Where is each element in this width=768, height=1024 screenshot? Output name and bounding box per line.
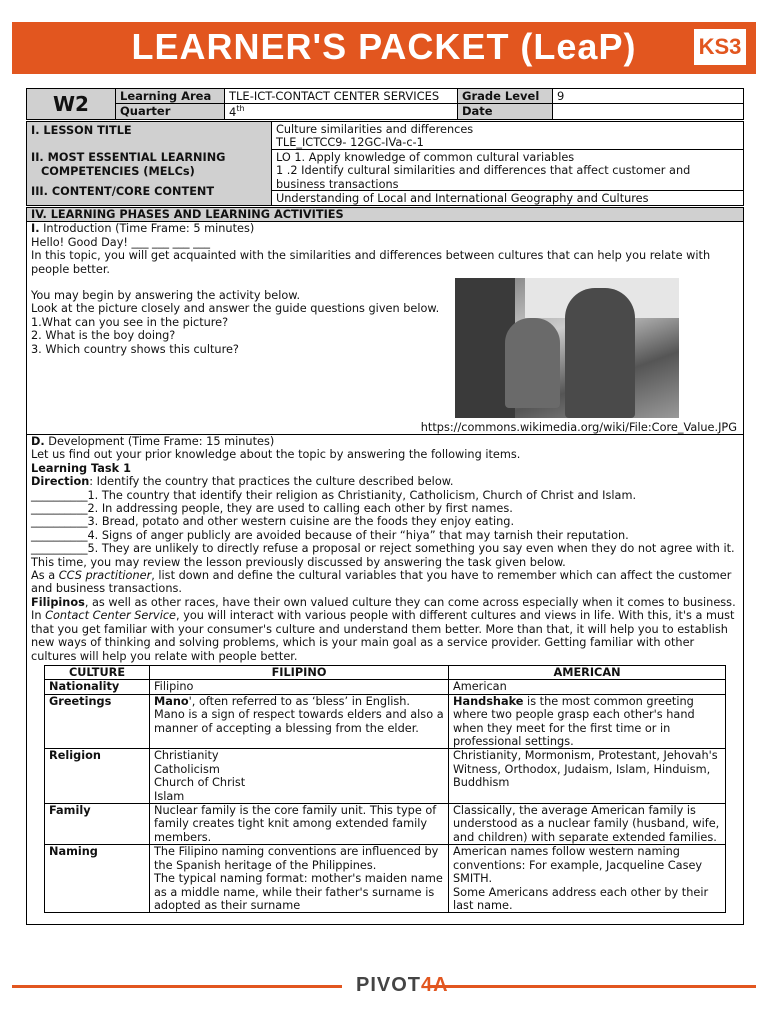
date-value bbox=[553, 104, 744, 120]
filipinos-paragraph: Filipinos, as well as other races, have their own valued culture they can come across especially when it comes to business. In Contact Center Service, you will interact with various people with different cultures and views in life. With this, it's a must that you get familiar with your consumer's culture and understand them better. More than that, it will help you to establish new ways of thinking and solving problems, which is your main goal as a service provider. Getting familiar with other cultures will help you relate with people better. bbox=[31, 595, 736, 663]
task-item: __________3. Bread, potato and other western cuisine are the foods they enjoy eating. bbox=[31, 515, 515, 529]
quarter-label: Quarter bbox=[116, 104, 225, 120]
review-line: This time, you may review the lesson previously discussed by answering the task given below. bbox=[31, 555, 566, 569]
melc-cell bbox=[271, 150, 743, 191]
learning-area-label: Learning Area bbox=[116, 89, 225, 104]
table-header-row bbox=[45, 666, 726, 680]
learning-area-value: TLE-ICT-CONTACT CENTER SERVICES bbox=[225, 89, 458, 104]
row-key: Religion bbox=[45, 749, 150, 804]
intro-line: Look at the picture closely and answer the guide questions given below. bbox=[31, 302, 440, 316]
date-label: Date bbox=[458, 104, 553, 120]
banner-title: LEARNER'S PACKET (LeaP) bbox=[131, 26, 637, 67]
content-cell bbox=[271, 191, 743, 206]
intro-line: You may begin by answering the activity below. bbox=[31, 289, 301, 303]
intro-line: In this topic, you will get acquainted with the similarities and differences between cultures that can help you relate with people better. bbox=[31, 249, 711, 276]
filipino-cell: Mano', often referred to as ‘bless’ in English. Mano is a sign of respect towards elders and also a manner of accepting a blessing from the elder. bbox=[150, 694, 449, 749]
american-cell: Christianity, Mormonism, Protestant, Jehovah's Witness, Orthodox, Judaism, Islam, Hinduism, Buddhism bbox=[449, 749, 726, 804]
american-cell: American names follow western naming conventions: For example, Jacqueline Casey SMITH. Some Americans address each other by their last name. bbox=[449, 845, 726, 913]
filipino-cell: The Filipino naming conventions are influenced by the Spanish heritage of the Philippines. The typical naming format: mother's maiden name as a middle name, while their father's surname is adopted as their surname bbox=[150, 845, 449, 913]
row-key: Naming bbox=[45, 845, 150, 913]
header-table bbox=[26, 88, 744, 120]
task-title: Learning Task 1 bbox=[31, 461, 131, 475]
american-cell: Handshake is the most common greeting where two people grasp each other's hand when they meet for the first time or in professional settings. bbox=[449, 694, 726, 749]
leap-banner bbox=[12, 22, 756, 74]
col-header-filipino: FILIPINO bbox=[150, 666, 449, 680]
filipino-cell: Filipino bbox=[150, 680, 449, 694]
task-item: __________2. In addressing people, they are used to calling each other by first names. bbox=[31, 502, 513, 516]
melc-label-2: COMPETENCIES (MELCs) bbox=[41, 164, 195, 178]
lesson-title: Culture similarities and differences bbox=[276, 123, 474, 136]
melc-1: LO 1. Apply knowledge of common cultural variables bbox=[276, 151, 575, 164]
table-row bbox=[45, 749, 726, 804]
photo-credit[interactable]: https://commons.wikimedia.org/wiki/File:Core_Value.JPG bbox=[420, 420, 737, 434]
melc-label: II. MOST ESSENTIAL LEARNING bbox=[31, 151, 226, 165]
lesson-title-label: I. LESSON TITLE bbox=[31, 124, 132, 137]
dev-line: Let us find out your prior knowledge about the topic by answering the following items. bbox=[31, 448, 521, 462]
pivot-logo: PIVOT4A bbox=[356, 974, 449, 996]
table-row bbox=[45, 680, 726, 694]
ccs-paragraph: As a CCS practitioner, list down and define the cultural variables that you have to remember which can affect the customer and business transactions. bbox=[31, 569, 732, 596]
melc-2: 1 .2 Identify cultural similarities and differences that affect customer and business transactions bbox=[276, 164, 691, 191]
task-item: __________4. Signs of anger publicly are avoided because of their “hiya” that may tarnish their reputation. bbox=[31, 528, 629, 542]
row-key: Greetings bbox=[45, 694, 150, 749]
filipino-cell: Christianity Catholicism Church of Christ Islam bbox=[150, 749, 449, 804]
photo-boy-figure bbox=[505, 318, 560, 408]
row-key: Nationality bbox=[45, 680, 150, 694]
dev-title: D. Development (Time Frame: 15 minutes) bbox=[31, 435, 275, 448]
guide-question: 2. What is the boy doing? bbox=[31, 329, 176, 343]
photo-elder-figure bbox=[565, 288, 635, 418]
col-header-american: AMERICAN bbox=[449, 666, 726, 680]
phases-heading: IV. LEARNING PHASES AND LEARNING ACTIVITIES bbox=[27, 208, 743, 222]
lesson-code: TLE_ICTCC9- 12GC-IVa-c-1 bbox=[276, 136, 424, 150]
week-label: W2 bbox=[27, 89, 116, 120]
footer-line-right bbox=[430, 985, 756, 988]
guide-question: 1.What can you see in the picture? bbox=[31, 315, 229, 329]
task-item: __________1. The country that identify their religion as Christianity, Catholicism, Church of Christ and Islam. bbox=[31, 488, 637, 502]
table-row bbox=[45, 804, 726, 845]
ks-badge: KS3 bbox=[694, 29, 746, 65]
grade-level-label: Grade Level bbox=[458, 89, 553, 104]
american-cell: Classically, the average American family is understood as a nuclear family (husband, wife, and children) with separate extended families. bbox=[449, 804, 726, 845]
intro-title: I. Introduction (Time Frame: 5 minutes) bbox=[31, 222, 255, 236]
culture-table bbox=[44, 665, 726, 913]
lesson-title-cell bbox=[271, 122, 743, 150]
grade-level-value: 9 bbox=[553, 89, 744, 104]
direction: Direction: Identify the country that practices the culture described below. bbox=[31, 475, 454, 489]
col-header-culture: CULTURE bbox=[45, 666, 150, 680]
footer-line-left bbox=[12, 985, 342, 988]
core-content: Understanding of Local and International Geography and Cultures bbox=[276, 192, 649, 205]
table-row bbox=[45, 845, 726, 913]
content-label: III. CONTENT/CORE CONTENT bbox=[31, 185, 215, 199]
task-item: __________5. They are unlikely to directly refuse a proposal or reject something you say even when they do not agree with it. bbox=[31, 542, 735, 556]
row-key: Family bbox=[45, 804, 150, 845]
core-value-photo bbox=[455, 278, 679, 418]
intro-line: Hello! Good Day! ___ ___ ___ ___ bbox=[31, 235, 211, 249]
table-row bbox=[45, 694, 726, 749]
guide-question: 3. Which country shows this culture? bbox=[31, 342, 239, 356]
lesson-section bbox=[26, 121, 744, 206]
quarter-value: 4th bbox=[225, 104, 458, 120]
filipino-cell: Nuclear family is the core family unit. This type of family creates tight knit among extended family members. bbox=[150, 804, 449, 845]
american-cell: American bbox=[449, 680, 726, 694]
lesson-labels bbox=[27, 122, 271, 205]
